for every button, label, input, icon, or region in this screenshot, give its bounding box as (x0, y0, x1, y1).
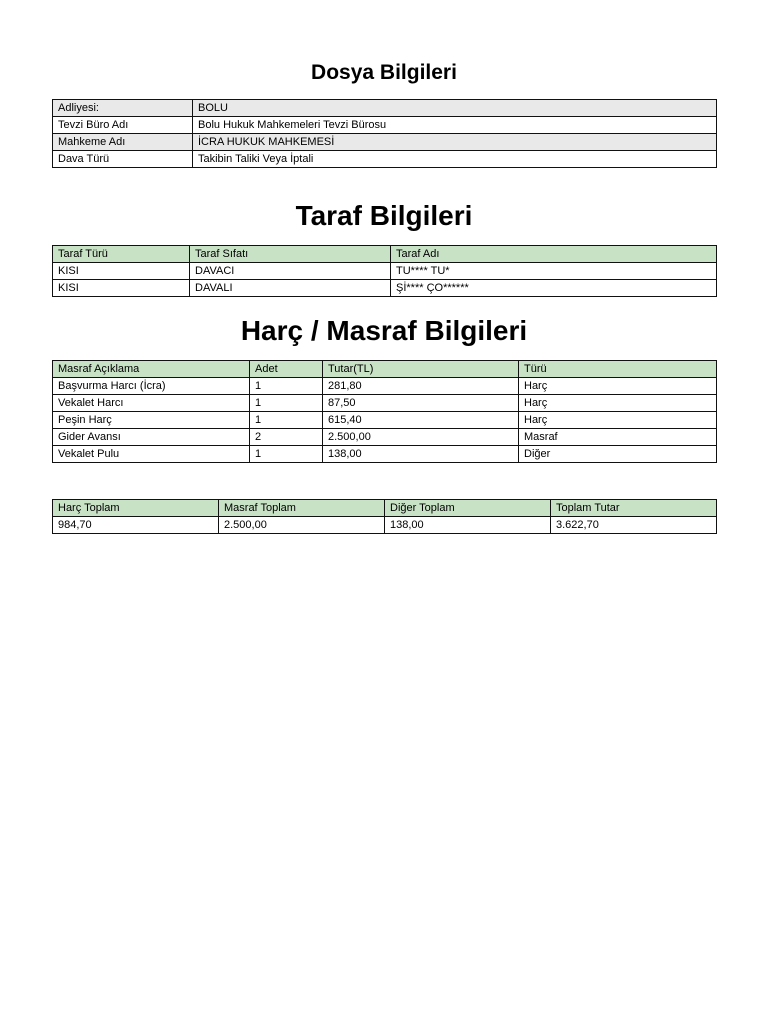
column-header: Adet (250, 361, 323, 378)
field-value: İCRA HUKUK MAHKEMESİ (193, 134, 717, 151)
column-header: Tutar(TL) (323, 361, 519, 378)
table-cell: KISI (53, 280, 190, 297)
harc-toplam-value: 984,70 (53, 517, 219, 534)
table-cell: 2 (250, 429, 323, 446)
table-header-row (53, 500, 717, 517)
table-cell: DAVALI (190, 280, 391, 297)
column-header: Diğer Toplam (385, 500, 551, 517)
column-header: Türü (519, 361, 717, 378)
table-cell: 2.500,00 (323, 429, 519, 446)
table-cell: 281,80 (323, 378, 519, 395)
table-cell: 138,00 (323, 446, 519, 463)
table-row (53, 151, 717, 168)
table-cell: 1 (250, 446, 323, 463)
dosya-bilgileri-table (52, 99, 717, 168)
taraf-bilgileri-table (52, 245, 717, 297)
table-row (53, 280, 717, 297)
table-cell: Diğer (519, 446, 717, 463)
harc-masraf-bilgileri-heading: Harç / Masraf Bilgileri (240, 315, 528, 346)
table-cell: Peşin Harç (53, 412, 250, 429)
taraf-bilgileri-heading: Taraf Bilgileri (295, 200, 473, 231)
table-cell: Vekalet Harcı (53, 395, 250, 412)
column-header: Toplam Tutar (551, 500, 717, 517)
field-label: Dava Türü (53, 151, 193, 168)
table-row (53, 100, 717, 117)
field-label: Mahkeme Adı (53, 134, 193, 151)
column-header: Harç Toplam (53, 500, 219, 517)
field-value: Takibin Taliki Veya İptali (193, 151, 717, 168)
table-cell: Harç (519, 378, 717, 395)
field-value: BOLU (193, 100, 717, 117)
table-row (53, 395, 717, 412)
column-header: Masraf Açıklama (53, 361, 250, 378)
column-header: Taraf Türü (53, 246, 190, 263)
table-row (53, 117, 717, 134)
table-row (53, 134, 717, 151)
table-cell: Başvurma Harcı (İcra) (53, 378, 250, 395)
masraf-toplam-value: 2.500,00 (219, 517, 385, 534)
table-row (53, 412, 717, 429)
table-row (53, 446, 717, 463)
table-cell: DAVACI (190, 263, 391, 280)
diger-toplam-value: 138,00 (385, 517, 551, 534)
table-cell: Şİ**** ÇO****** (391, 280, 717, 297)
table-cell: TU**** TU* (391, 263, 717, 280)
table-header-row (53, 361, 717, 378)
field-label: Adliyesi: (53, 100, 193, 117)
table-cell: Harç (519, 395, 717, 412)
column-header: Taraf Adı (391, 246, 717, 263)
table-cell: 1 (250, 412, 323, 429)
harc-masraf-table (52, 360, 717, 463)
table-cell: 615,40 (323, 412, 519, 429)
table-cell: Masraf (519, 429, 717, 446)
table-row (53, 378, 717, 395)
table-cell: 1 (250, 378, 323, 395)
table-cell: Vekalet Pulu (53, 446, 250, 463)
table-cell: 87,50 (323, 395, 519, 412)
field-label: Tevzi Büro Adı (53, 117, 193, 134)
table-row (53, 429, 717, 446)
table-header-row (53, 246, 717, 263)
dosya-bilgileri-heading: Dosya Bilgileri (311, 61, 457, 84)
table-cell: Gider Avansı (53, 429, 250, 446)
table-row (53, 517, 717, 534)
toplam-tutar-value: 3.622,70 (551, 517, 717, 534)
field-value: Bolu Hukuk Mahkemeleri Tevzi Bürosu (193, 117, 717, 134)
table-cell: 1 (250, 395, 323, 412)
table-cell: Harç (519, 412, 717, 429)
table-cell: KISI (53, 263, 190, 280)
column-header: Masraf Toplam (219, 500, 385, 517)
toplam-table (52, 499, 717, 534)
table-row (53, 263, 717, 280)
column-header: Taraf Sıfatı (190, 246, 391, 263)
